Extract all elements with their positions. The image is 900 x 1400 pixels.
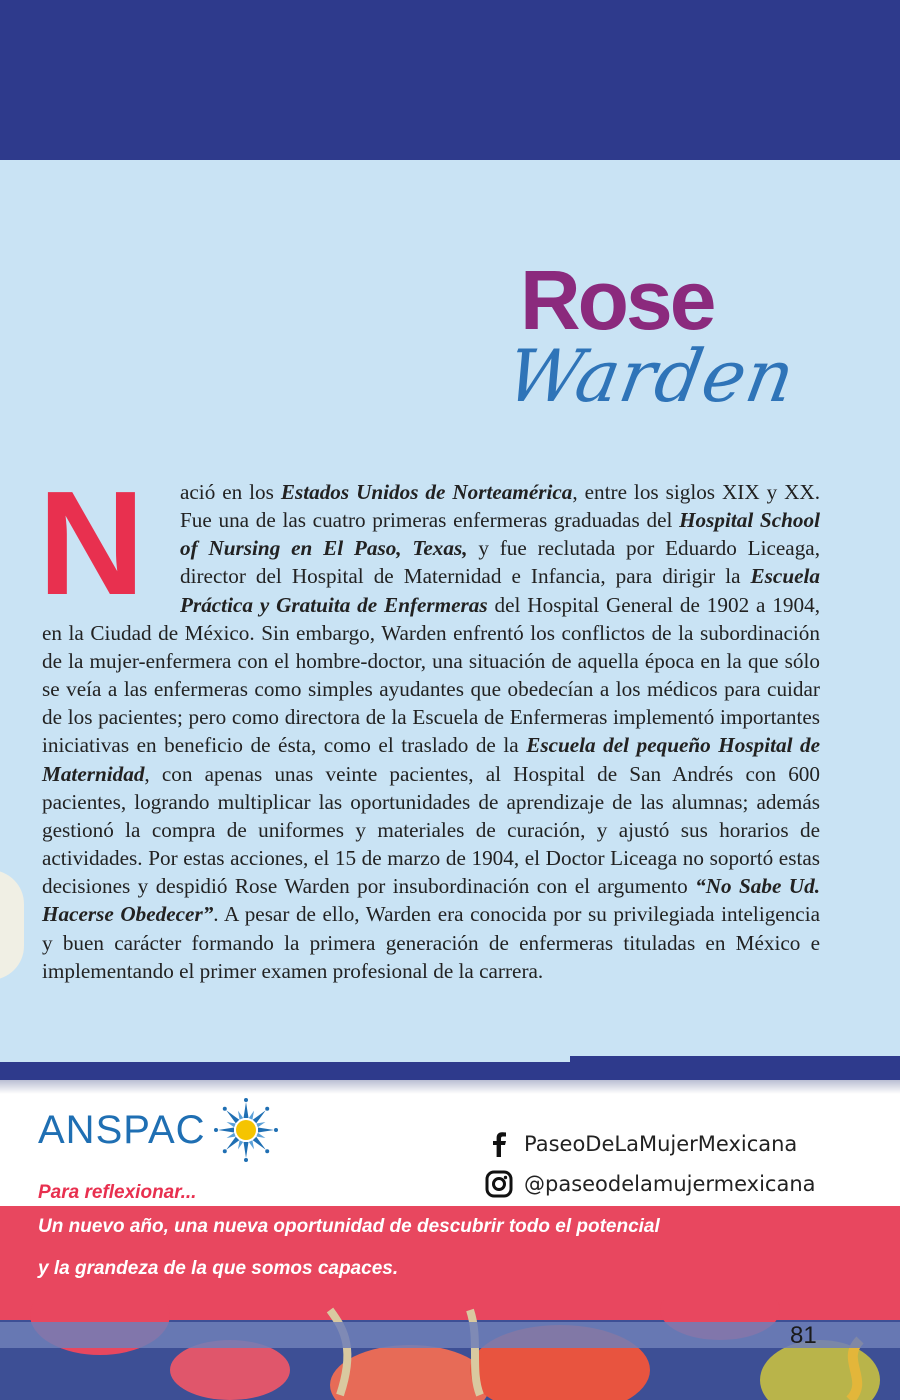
sun-ray bbox=[226, 1110, 239, 1123]
sun-ray bbox=[252, 1137, 265, 1150]
body-text-run: del Hospital General de 1902 a 1904, en la Ciudad de México. Sin embargo, Warden enfrentó los conflictos de la subordinación de la mujer-enfermera con el hombre-doctor, una situación de aquella época en la que sólo se veía a las enfermeras como simples ayudantes que obedecían a los médicos para cuidar de los pacientes; pero como directora de la Escuela de Enfermeras implementó importantes iniciativas en beneficio de ésta, como el traslado de la bbox=[42, 592, 821, 758]
emphasized-text: “No Sabe Ud. Hacerse Obedecer” bbox=[42, 874, 820, 927]
instagram-link[interactable] bbox=[484, 1164, 816, 1204]
sun-ray bbox=[256, 1122, 265, 1127]
sun-ray-dot bbox=[222, 1149, 226, 1153]
social-links bbox=[484, 1124, 816, 1204]
logo-text: ANSPAC bbox=[38, 1107, 206, 1152]
bottom-shadow bbox=[0, 1080, 900, 1094]
sun-ray bbox=[218, 1128, 234, 1133]
sun-ray bbox=[226, 1133, 235, 1138]
body-text-run: ació en los bbox=[180, 480, 281, 504]
sun-ray bbox=[258, 1128, 274, 1133]
sun-ray-dot bbox=[274, 1128, 278, 1132]
sun-ray-dot bbox=[222, 1107, 226, 1111]
facebook-icon bbox=[484, 1129, 514, 1159]
instagram-handle: @paseodelamujermexicana bbox=[524, 1172, 816, 1196]
quote-line-1: Un nuevo año, una nueva oportunidad de descubrir todo el potencial bbox=[38, 1216, 660, 1237]
emphasized-text: Estados Unidos de Norteamérica bbox=[280, 480, 573, 504]
sun-ray bbox=[243, 1102, 248, 1118]
anspac-logo bbox=[38, 1100, 278, 1160]
sun-ray bbox=[248, 1140, 253, 1149]
emphasized-text: Hospital School of Nursing en El Paso, Texas, bbox=[180, 508, 820, 561]
drop-cap-spacer bbox=[42, 478, 180, 618]
body-text-run: y fue reclutada por Eduardo Liceaga, director del Hospital de Maternidad e Infancia, para dirigir la bbox=[180, 536, 820, 589]
facebook-handle: PaseoDeLaMujerMexicana bbox=[524, 1132, 798, 1156]
bottom-band-step bbox=[0, 1052, 570, 1062]
sun-ray bbox=[226, 1122, 235, 1127]
drop-cap: N bbox=[38, 461, 145, 626]
facebook-link[interactable] bbox=[484, 1124, 816, 1164]
title-first-name: Rose bbox=[520, 253, 714, 347]
sun-ray bbox=[237, 1140, 242, 1149]
sun-ray bbox=[243, 1142, 248, 1158]
sun-ray bbox=[226, 1137, 239, 1150]
footer-floral-art bbox=[0, 1300, 900, 1400]
emphasized-text: Escuela Práctica y Gratuita de Enfermeras bbox=[180, 564, 820, 617]
emphasized-text: Escuela del pequeño Hospital de Maternidad bbox=[42, 733, 820, 786]
sun-compass-icon bbox=[214, 1098, 278, 1162]
sun-ray bbox=[237, 1111, 242, 1120]
page-number-bar bbox=[0, 1322, 900, 1348]
instagram-icon bbox=[484, 1169, 514, 1199]
sun-ray-dot bbox=[265, 1149, 269, 1153]
title-last-name: Warden bbox=[500, 334, 802, 418]
sun-ray bbox=[248, 1111, 253, 1120]
quote-line-2: y la grandeza de la que somos capaces. bbox=[38, 1258, 399, 1279]
sun-ray bbox=[252, 1110, 265, 1123]
sun-ray-dot bbox=[265, 1107, 269, 1111]
body-text-run: , entre los siglos XIX y XX. Fue una de las cuatro primeras enfermeras graduadas del bbox=[180, 480, 821, 533]
sun-ray-dot bbox=[214, 1128, 218, 1132]
header-band bbox=[0, 0, 900, 160]
sun-ray-dot bbox=[244, 1098, 248, 1102]
article-paragraph bbox=[42, 478, 820, 985]
sun-ray bbox=[256, 1133, 265, 1138]
body-text-run: . A pesar de ello, Warden era conocida por su privilegiada inteligencia y buen carácter formando la primera generación de enfermeras tituladas en México e implementando el primer examen profesional de la carrera. bbox=[42, 902, 820, 983]
body-text-run: , con apenas unas veinte pacientes, al Hospital de San Andrés con 600 pacientes, logrando multiplicar las oportunidades de aprendizaje de las alumnas; además gestionó la compra de uniformes y materiales de curación, y ajustó sus horarios de actividades. Por estas acciones, el 15 de marzo de 1904, el Doctor Liceaga no soportó estas decisiones y despidió Rose Warden por insubordinación con el argumento bbox=[42, 761, 820, 899]
page-number: 81 bbox=[790, 1322, 817, 1349]
reflect-label: Para reflexionar... bbox=[38, 1182, 197, 1203]
sun-ray-dot bbox=[244, 1158, 248, 1162]
article-body bbox=[42, 478, 820, 985]
